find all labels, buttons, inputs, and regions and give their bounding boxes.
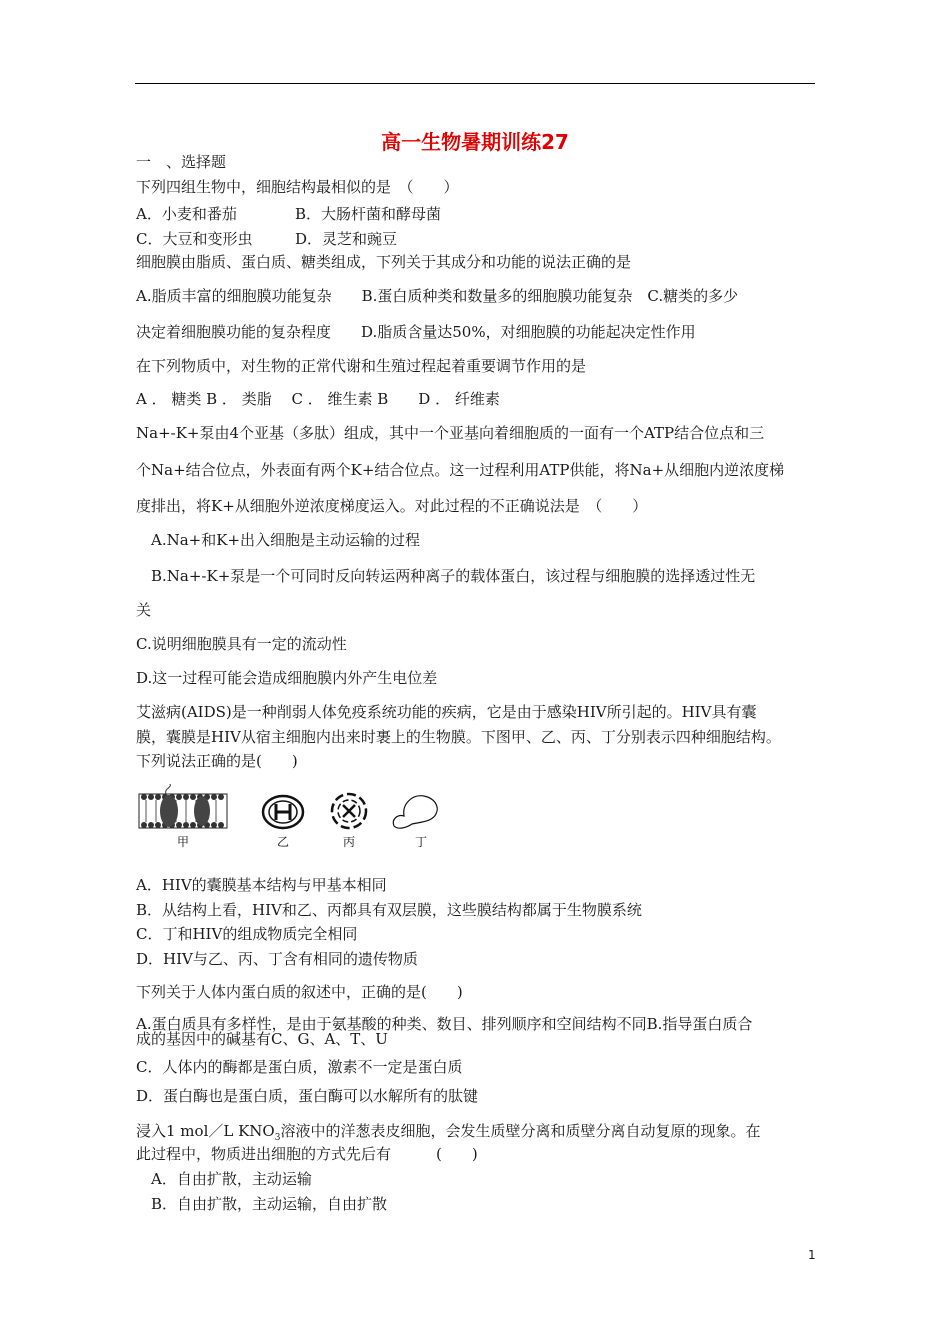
figure-label-ding: 丁 (414, 835, 428, 849)
q7-stem-prefix: 浸入1 mol／L KNO (136, 1122, 275, 1140)
q5-option-b: B．从结构上看，HIV和乙、丙都具有双层膜，这些膜结构都属于生物膜系统 (136, 901, 642, 919)
q4-option-c: C.说明细胞膜具有一定的流动性 (136, 635, 347, 653)
q6-stem: 下列关于人体内蛋白质的叙述中，正确的是( ) (136, 983, 463, 1001)
q3-stem: 在下列物质中，对生物的正常代谢和生殖过程起着重要调节作用的是 (136, 357, 587, 375)
q5-stem-line3: 下列说法正确的是( ) (136, 752, 298, 770)
figure-label-yi: 乙 (276, 835, 290, 849)
nucleus-diagram (332, 794, 366, 828)
membrane-bilayer-diagram (139, 784, 227, 828)
q7-option-b: B．自由扩散，主动运输，自由扩散 (151, 1195, 388, 1213)
page-number: 1 (808, 1248, 816, 1262)
q4-option-a: A.Na+和K+出入细胞是主动运输的过程 (151, 531, 421, 549)
q1-option-b: B．大肠杆菌和酵母菌 (295, 205, 442, 223)
section-heading: 一 、选择题 (136, 153, 227, 171)
q3-options: A ． 糖类 B ． 类脂 C ． 维生素 B D ． 纤维素 (136, 390, 500, 408)
q6-option-ab-line1: A.蛋白质具有多样性，是由于氨基酸的种类、数目、排列顺序和空间结构不同B.指导蛋白质合 (136, 1015, 753, 1033)
vesicle-diagram (393, 796, 437, 828)
q6-option-d: D．蛋白酶也是蛋白质，蛋白酶可以水解所有的肽键 (136, 1087, 479, 1105)
header-rule (135, 83, 815, 84)
mitochondrion-diagram (263, 796, 303, 828)
q7-option-a: A．自由扩散，主动运输 (151, 1170, 312, 1188)
q4-option-b-line2: 关 (136, 601, 152, 619)
q4-stem-line1: Na+-K+泵由4个亚基（多肽）组成，其中一个亚基向着细胞质的一面有一个ATP结合位点和三 (136, 424, 765, 442)
q5-option-c: C．丁和HIV的组成物质完全相同 (136, 925, 358, 943)
q5-stem-line1: 艾滋病(AIDS)是一种削弱人体免疫系统功能的疾病，它是由于感染HIV所引起的。HIV具有囊 (136, 703, 757, 721)
q6-option-c: C．人体内的酶都是蛋白质，激素不一定是蛋白质 (136, 1058, 463, 1076)
q7-subscript: 3 (274, 1133, 281, 1143)
q1-option-d: D．灵芝和豌豆 (295, 230, 398, 248)
q4-option-b-line1: B.Na+-K+泵是一个可同时反向转运两种离子的载体蛋白，该过程与细胞膜的选择透过性无 (151, 567, 756, 585)
cell-structures-figure (136, 784, 446, 854)
q4-option-d: D.这一过程可能会造成细胞膜内外产生电位差 (136, 669, 438, 687)
q5-stem-line2: 膜，囊膜是HIV从宿主细胞内出来时裹上的生物膜。下图甲、乙、丙、丁分别表示四种细胞结构。 (136, 728, 781, 746)
q7-stem-line2: 此过程中，物质进出细胞的方式先后有 ( ) (136, 1145, 478, 1163)
q2-options-line1: A.脂质丰富的细胞膜功能复杂 B.蛋白质种类和数量多的细胞膜功能复杂 C.糖类的多少 (136, 287, 739, 305)
q6-option-ab-line2: 成的基因中的碱基有C、G、A、T、U (136, 1030, 388, 1048)
figure-label-jia: 甲 (176, 835, 190, 849)
page-title: 高一生物暑期训练27 (381, 130, 569, 154)
q4-stem-line2: 个Na+结合位点，外表面有两个K+结合位点。这一过程利用ATP供能，将Na+从细胞内逆浓度梯 (136, 461, 785, 479)
q1-stem: 下列四组生物中，细胞结构最相似的是 （ ） (136, 178, 459, 196)
figure-label-bing: 丙 (342, 835, 356, 849)
q2-stem: 细胞膜由脂质、蛋白质、糖类组成，下列关于其成分和功能的说法正确的是 (136, 253, 632, 271)
q7-stem-suffix: 溶液中的洋葱表皮细胞，会发生质壁分离和质壁分离自动复原的现象。在 (280, 1122, 761, 1140)
q5-option-d: D．HIV与乙、丙、丁含有相同的遗传物质 (136, 950, 418, 968)
q4-stem-line3: 度排出，将K+从细胞外逆浓度梯度运入。对此过程的不正确说法是 （ ） (136, 497, 648, 515)
q1-option-a: A．小麦和番茄 (136, 205, 237, 223)
q1-option-c: C．大豆和变形虫 (136, 230, 253, 248)
q2-options-line2: 决定着细胞膜功能的复杂程度 D.脂质含量达50%，对细胞膜的功能起决定性作用 (136, 323, 696, 341)
q5-option-a: A．HIV的囊膜基本结构与甲基本相同 (136, 876, 387, 894)
